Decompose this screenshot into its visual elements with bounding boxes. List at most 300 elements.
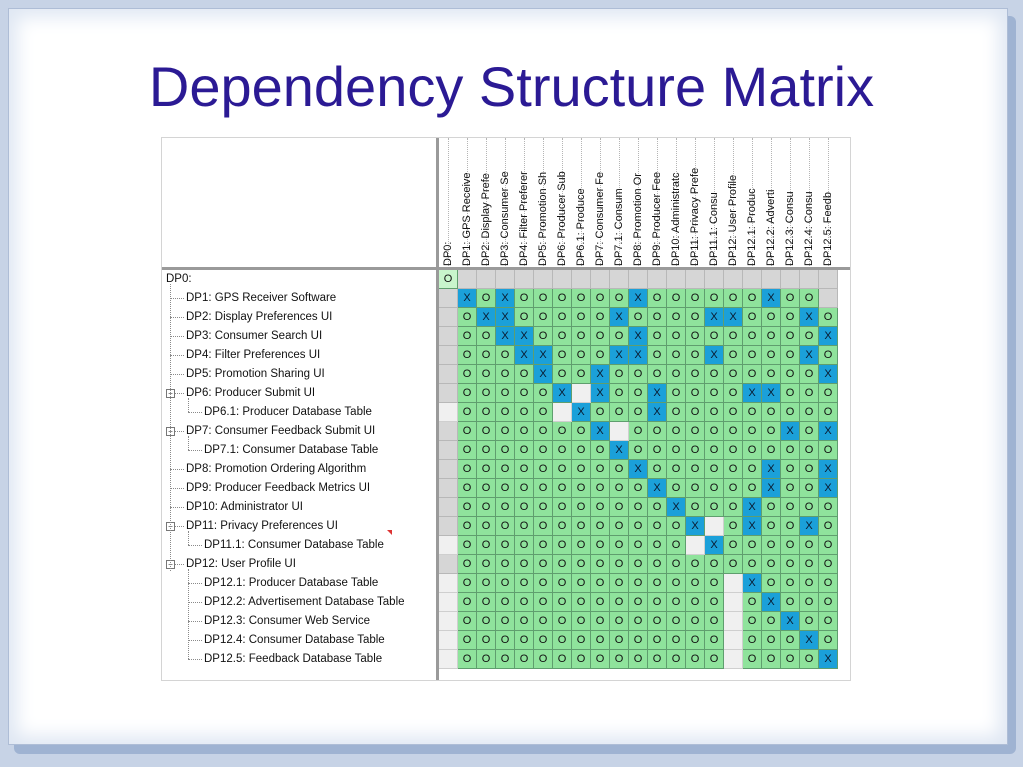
dsm-cell-o[interactable]: O — [477, 327, 496, 346]
dsm-cell-o[interactable]: O — [819, 441, 838, 460]
dsm-cell-o[interactable]: O — [591, 403, 610, 422]
dsm-cell-o[interactable]: O — [705, 650, 724, 669]
dsm-cell-o[interactable]: O — [819, 631, 838, 650]
dsm-cell-o[interactable]: O — [686, 403, 705, 422]
row-label[interactable]: DP5: Promotion Sharing UI — [186, 368, 325, 380]
dsm-cell-o[interactable]: O — [667, 422, 686, 441]
dsm-cell-o[interactable]: O — [553, 593, 572, 612]
dsm-cell-o[interactable]: O — [629, 650, 648, 669]
dsm-cell-o[interactable]: O — [781, 308, 800, 327]
column-header[interactable]: DP12.1: Produc — [746, 188, 758, 266]
dsm-cell-o[interactable]: O — [648, 555, 667, 574]
dsm-cell-o[interactable]: O — [534, 555, 553, 574]
dsm-cell-o[interactable]: O — [572, 460, 591, 479]
dsm-cell-o[interactable]: O — [534, 460, 553, 479]
dsm-cell-o[interactable]: O — [629, 612, 648, 631]
dsm-cell-o[interactable]: O — [819, 536, 838, 555]
row-label[interactable]: DP0: — [166, 273, 192, 285]
dsm-cell-o[interactable]: O — [686, 327, 705, 346]
dsm-cell-o[interactable]: O — [572, 612, 591, 631]
dsm-cell-o[interactable]: O — [762, 365, 781, 384]
dsm-cell-empty[interactable] — [610, 270, 629, 289]
dsm-cell-o[interactable]: O — [496, 631, 515, 650]
dsm-cell-o[interactable]: O — [534, 441, 553, 460]
dsm-cell-o[interactable]: O — [686, 574, 705, 593]
dsm-cell-o[interactable]: O — [686, 460, 705, 479]
dsm-cell-o[interactable]: O — [648, 289, 667, 308]
dsm-cell-empty[interactable] — [762, 270, 781, 289]
dsm-cell-o[interactable]: O — [515, 650, 534, 669]
dsm-cell-empty[interactable] — [819, 289, 838, 308]
dsm-cell-o[interactable]: O — [629, 517, 648, 536]
dsm-cell-o[interactable]: O — [515, 593, 534, 612]
dsm-cell-empty[interactable] — [686, 270, 705, 289]
dsm-cell-x[interactable]: X — [534, 346, 553, 365]
dsm-cell-o[interactable]: O — [477, 536, 496, 555]
column-header[interactable]: DP2: Display Prefe — [480, 173, 492, 266]
dsm-cell-o[interactable]: O — [781, 631, 800, 650]
dsm-cell-empty[interactable] — [439, 327, 458, 346]
dsm-cell-o[interactable]: O — [686, 650, 705, 669]
dsm-cell-o[interactable]: O — [629, 384, 648, 403]
dsm-cell-o[interactable]: O — [629, 498, 648, 517]
dsm-cell-o[interactable]: O — [572, 289, 591, 308]
dsm-cell-o[interactable]: O — [591, 574, 610, 593]
dsm-cell-o[interactable]: O — [648, 308, 667, 327]
dsm-cell-empty[interactable] — [496, 270, 515, 289]
dsm-cell-o[interactable]: O — [477, 593, 496, 612]
dsm-cell-o[interactable]: O — [515, 631, 534, 650]
dsm-cell-empty[interactable] — [724, 574, 743, 593]
dsm-cell-o[interactable]: O — [705, 460, 724, 479]
dsm-cell-empty[interactable] — [591, 270, 610, 289]
dsm-cell-o[interactable]: O — [724, 346, 743, 365]
dsm-cell-empty[interactable] — [724, 650, 743, 669]
dsm-cell-o[interactable]: O — [667, 460, 686, 479]
dsm-cell-o[interactable]: O — [515, 289, 534, 308]
dsm-cell-x[interactable]: X — [686, 517, 705, 536]
row-label[interactable]: DP12: User Profile UI — [186, 558, 296, 570]
dsm-cell-o[interactable]: O — [496, 384, 515, 403]
dsm-cell-x[interactable]: X — [458, 289, 477, 308]
dsm-cell-o[interactable]: O — [705, 384, 724, 403]
dsm-cell-o[interactable]: O — [477, 574, 496, 593]
dsm-cell-o[interactable]: O — [591, 498, 610, 517]
dsm-cell-x[interactable]: X — [781, 422, 800, 441]
row-label[interactable]: DP12.3: Consumer Web Service — [204, 615, 370, 627]
dsm-cell-o[interactable]: O — [686, 441, 705, 460]
dsm-cell-o[interactable]: O — [629, 574, 648, 593]
dsm-cell-x[interactable]: X — [515, 327, 534, 346]
dsm-cell-o[interactable]: O — [629, 479, 648, 498]
row-label[interactable]: DP12.4: Consumer Database Table — [204, 634, 385, 646]
dsm-cell-o[interactable]: O — [629, 631, 648, 650]
dsm-cell-o[interactable]: O — [553, 441, 572, 460]
dsm-cell-o[interactable]: O — [515, 403, 534, 422]
dsm-cell-o[interactable]: O — [781, 327, 800, 346]
dsm-cell-o[interactable]: O — [686, 498, 705, 517]
dsm-cell-o[interactable]: O — [667, 517, 686, 536]
dsm-cell-o[interactable]: O — [667, 403, 686, 422]
dsm-cell-o[interactable]: O — [724, 536, 743, 555]
dsm-cell-o[interactable]: O — [534, 308, 553, 327]
dsm-cell-empty[interactable] — [439, 479, 458, 498]
dsm-cell-o[interactable]: O — [743, 593, 762, 612]
dsm-cell-o[interactable]: O — [762, 308, 781, 327]
dsm-cell-o[interactable]: O — [477, 460, 496, 479]
dsm-cell-o[interactable]: O — [724, 289, 743, 308]
dsm-cell-o[interactable]: O — [629, 422, 648, 441]
dsm-cell-x[interactable]: X — [496, 327, 515, 346]
dsm-cell-o[interactable]: O — [800, 365, 819, 384]
dsm-cell-o[interactable]: O — [496, 574, 515, 593]
dsm-cell-o[interactable]: O — [781, 479, 800, 498]
dsm-cell-o[interactable]: O — [819, 498, 838, 517]
dsm-cell-o[interactable]: O — [458, 308, 477, 327]
dsm-cell-empty[interactable] — [724, 612, 743, 631]
dsm-cell-o[interactable]: O — [515, 612, 534, 631]
dsm-cell-o[interactable]: O — [781, 460, 800, 479]
dsm-cell-o[interactable]: O — [762, 441, 781, 460]
dsm-cell-o[interactable]: O — [629, 536, 648, 555]
dsm-cell-o[interactable]: O — [819, 346, 838, 365]
dsm-cell-o[interactable]: O — [686, 555, 705, 574]
dsm-cell-o[interactable]: O — [458, 631, 477, 650]
dsm-cell-x[interactable]: X — [667, 498, 686, 517]
dsm-cell-o[interactable]: O — [496, 555, 515, 574]
dsm-cell-x[interactable]: X — [477, 308, 496, 327]
dsm-cell-o[interactable]: O — [705, 441, 724, 460]
dsm-cell-o[interactable]: O — [496, 441, 515, 460]
dsm-cell-o[interactable]: O — [800, 460, 819, 479]
dsm-cell-o[interactable]: O — [667, 612, 686, 631]
dsm-cell-o[interactable]: O — [610, 365, 629, 384]
dsm-cell-o[interactable]: O — [724, 460, 743, 479]
dsm-cell-o[interactable]: O — [610, 460, 629, 479]
dsm-cell-o[interactable]: O — [667, 650, 686, 669]
dsm-cell-o[interactable]: O — [553, 346, 572, 365]
dsm-cell-o[interactable]: O — [705, 403, 724, 422]
dsm-cell-x[interactable]: X — [781, 612, 800, 631]
dsm-cell-x[interactable]: X — [629, 289, 648, 308]
dsm-cell-empty[interactable] — [572, 384, 591, 403]
dsm-cell-empty[interactable] — [439, 650, 458, 669]
dsm-cell-o[interactable]: O — [724, 384, 743, 403]
dsm-cell-o[interactable]: O — [743, 441, 762, 460]
dsm-cell-o[interactable]: O — [534, 403, 553, 422]
dsm-cell-empty[interactable] — [439, 536, 458, 555]
dsm-cell-o[interactable]: O — [762, 517, 781, 536]
dsm-cell-o[interactable]: O — [819, 593, 838, 612]
dsm-cell-o[interactable]: O — [534, 479, 553, 498]
dsm-cell-x[interactable]: X — [610, 346, 629, 365]
dsm-cell-o[interactable]: O — [515, 384, 534, 403]
dsm-cell-o[interactable]: O — [800, 327, 819, 346]
dsm-cell-o[interactable]: O — [629, 403, 648, 422]
dsm-cell-o[interactable]: O — [591, 650, 610, 669]
dsm-cell-x[interactable]: X — [610, 308, 629, 327]
dsm-cell-empty[interactable] — [781, 270, 800, 289]
dsm-cell-o[interactable]: O — [458, 650, 477, 669]
row-label[interactable]: DP10: Administrator UI — [186, 501, 303, 513]
row-label[interactable]: DP7.1: Consumer Database Table — [204, 444, 379, 456]
dsm-cell-o[interactable]: O — [591, 593, 610, 612]
dsm-cell-o[interactable]: O — [572, 365, 591, 384]
dsm-cell-o[interactable]: O — [477, 403, 496, 422]
dsm-cell-o[interactable]: O — [762, 650, 781, 669]
dsm-cell-o[interactable]: O — [572, 593, 591, 612]
dsm-cell-empty[interactable] — [648, 270, 667, 289]
dsm-cell-o[interactable]: O — [800, 593, 819, 612]
column-header[interactable]: DP7: Consumer Fe — [594, 171, 606, 266]
dsm-cell-o[interactable]: O — [800, 612, 819, 631]
dsm-cell-o[interactable]: O — [572, 498, 591, 517]
dsm-cell-o[interactable]: O — [667, 346, 686, 365]
dsm-cell-o[interactable]: O — [591, 327, 610, 346]
dsm-cell-o[interactable]: O — [629, 593, 648, 612]
dsm-cell-o[interactable]: O — [686, 631, 705, 650]
dsm-cell-o[interactable]: O — [667, 308, 686, 327]
dsm-cell-o[interactable]: O — [534, 650, 553, 669]
dsm-cell-o[interactable]: O — [572, 536, 591, 555]
column-header[interactable]: DP5: Promotion Sh — [537, 171, 549, 266]
dsm-cell-o[interactable]: O — [762, 403, 781, 422]
dsm-cell-o[interactable]: O — [648, 631, 667, 650]
dsm-cell-o[interactable]: O — [800, 574, 819, 593]
dsm-cell-o[interactable]: O — [591, 289, 610, 308]
row-label[interactable]: DP2: Display Preferences UI — [186, 311, 333, 323]
dsm-cell-empty[interactable] — [553, 270, 572, 289]
dsm-cell-o[interactable]: O — [610, 650, 629, 669]
dsm-cell-o[interactable]: O — [439, 270, 458, 289]
collapse-toggle-icon[interactable]: − — [166, 427, 175, 436]
dsm-cell-x[interactable]: X — [743, 498, 762, 517]
dsm-cell-o[interactable]: O — [591, 460, 610, 479]
dsm-cell-o[interactable]: O — [781, 289, 800, 308]
column-header[interactable]: DP9: Producer Fee — [651, 171, 663, 266]
dsm-cell-o[interactable]: O — [648, 650, 667, 669]
dsm-cell-o[interactable]: O — [686, 384, 705, 403]
dsm-cell-x[interactable]: X — [762, 384, 781, 403]
row-label[interactable]: DP3: Consumer Search UI — [186, 330, 323, 342]
dsm-cell-empty[interactable] — [439, 555, 458, 574]
dsm-cell-o[interactable]: O — [553, 631, 572, 650]
dsm-cell-o[interactable]: O — [553, 574, 572, 593]
dsm-cell-o[interactable]: O — [743, 422, 762, 441]
dsm-cell-o[interactable]: O — [553, 612, 572, 631]
dsm-cell-o[interactable]: O — [800, 650, 819, 669]
dsm-cell-x[interactable]: X — [496, 308, 515, 327]
dsm-cell-o[interactable]: O — [724, 365, 743, 384]
dsm-cell-x[interactable]: X — [610, 441, 629, 460]
dsm-cell-o[interactable]: O — [515, 365, 534, 384]
dsm-cell-o[interactable]: O — [648, 593, 667, 612]
dsm-cell-o[interactable]: O — [572, 346, 591, 365]
dsm-cell-o[interactable]: O — [553, 650, 572, 669]
dsm-cell-x[interactable]: X — [800, 308, 819, 327]
dsm-cell-o[interactable]: O — [705, 593, 724, 612]
dsm-cell-o[interactable]: O — [610, 517, 629, 536]
column-header[interactable]: DP12.5: Feedb — [822, 192, 834, 266]
dsm-cell-o[interactable]: O — [458, 517, 477, 536]
dsm-cell-o[interactable]: O — [819, 403, 838, 422]
dsm-cell-o[interactable]: O — [591, 346, 610, 365]
dsm-cell-o[interactable]: O — [743, 365, 762, 384]
dsm-cell-o[interactable]: O — [477, 517, 496, 536]
dsm-cell-o[interactable]: O — [515, 422, 534, 441]
dsm-cell-o[interactable]: O — [686, 593, 705, 612]
dsm-cell-o[interactable]: O — [553, 327, 572, 346]
dsm-cell-o[interactable]: O — [515, 574, 534, 593]
dsm-cell-empty[interactable] — [686, 536, 705, 555]
dsm-cell-o[interactable]: O — [705, 479, 724, 498]
dsm-cell-o[interactable]: O — [515, 441, 534, 460]
dsm-cell-o[interactable]: O — [743, 650, 762, 669]
dsm-cell-x[interactable]: X — [819, 365, 838, 384]
dsm-cell-o[interactable]: O — [743, 327, 762, 346]
dsm-cell-o[interactable]: O — [591, 555, 610, 574]
dsm-cell-x[interactable]: X — [629, 460, 648, 479]
dsm-cell-empty[interactable] — [439, 498, 458, 517]
dsm-cell-o[interactable]: O — [458, 479, 477, 498]
dsm-cell-o[interactable]: O — [781, 346, 800, 365]
dsm-cell-o[interactable]: O — [515, 479, 534, 498]
dsm-cell-o[interactable]: O — [819, 612, 838, 631]
dsm-cell-o[interactable]: O — [458, 384, 477, 403]
dsm-cell-x[interactable]: X — [800, 346, 819, 365]
collapse-toggle-icon[interactable]: − — [166, 522, 175, 531]
dsm-cell-x[interactable]: X — [819, 650, 838, 669]
column-header[interactable]: DP0: — [442, 241, 454, 266]
dsm-cell-empty[interactable] — [439, 289, 458, 308]
row-label[interactable]: DP7: Consumer Feedback Submit UI — [186, 425, 376, 437]
dsm-cell-x[interactable]: X — [819, 479, 838, 498]
dsm-cell-o[interactable]: O — [591, 479, 610, 498]
dsm-cell-o[interactable]: O — [572, 555, 591, 574]
dsm-cell-o[interactable]: O — [496, 365, 515, 384]
dsm-cell-empty[interactable] — [572, 270, 591, 289]
dsm-cell-o[interactable]: O — [762, 555, 781, 574]
column-header[interactable]: DP6: Producer Sub — [556, 171, 568, 266]
dsm-cell-o[interactable]: O — [781, 593, 800, 612]
dsm-cell-o[interactable]: O — [724, 441, 743, 460]
dsm-cell-x[interactable]: X — [800, 517, 819, 536]
column-header[interactable]: DP4: Filter Preferer — [518, 171, 530, 266]
dsm-cell-o[interactable]: O — [610, 289, 629, 308]
dsm-cell-o[interactable]: O — [553, 460, 572, 479]
dsm-cell-o[interactable]: O — [819, 555, 838, 574]
dsm-cell-empty[interactable] — [705, 270, 724, 289]
dsm-cell-o[interactable]: O — [800, 441, 819, 460]
dsm-cell-o[interactable]: O — [458, 365, 477, 384]
dsm-cell-o[interactable]: O — [724, 422, 743, 441]
dsm-cell-o[interactable]: O — [781, 498, 800, 517]
dsm-cell-o[interactable]: O — [458, 422, 477, 441]
dsm-cell-o[interactable]: O — [705, 327, 724, 346]
dsm-cell-o[interactable]: O — [610, 536, 629, 555]
column-header[interactable]: DP12.3: Consu — [784, 191, 796, 266]
dsm-cell-empty[interactable] — [439, 441, 458, 460]
dsm-cell-o[interactable]: O — [724, 403, 743, 422]
dsm-cell-empty[interactable] — [800, 270, 819, 289]
dsm-cell-o[interactable]: O — [553, 517, 572, 536]
dsm-cell-o[interactable]: O — [477, 479, 496, 498]
dsm-cell-empty[interactable] — [743, 270, 762, 289]
dsm-cell-o[interactable]: O — [648, 612, 667, 631]
dsm-cell-empty[interactable] — [667, 270, 686, 289]
dsm-cell-o[interactable]: O — [743, 403, 762, 422]
dsm-cell-o[interactable]: O — [591, 441, 610, 460]
dsm-cell-o[interactable]: O — [667, 365, 686, 384]
collapse-toggle-icon[interactable]: − — [166, 389, 175, 398]
row-label[interactable]: DP6.1: Producer Database Table — [204, 406, 372, 418]
dsm-cell-o[interactable]: O — [496, 346, 515, 365]
dsm-cell-empty[interactable] — [705, 517, 724, 536]
dsm-cell-o[interactable]: O — [800, 479, 819, 498]
column-header[interactable]: DP12: User Profile — [727, 174, 739, 266]
dsm-cell-empty[interactable] — [724, 631, 743, 650]
dsm-cell-o[interactable]: O — [667, 555, 686, 574]
dsm-cell-o[interactable]: O — [515, 460, 534, 479]
column-header[interactable]: DP6.1: Produce — [575, 188, 587, 266]
dsm-cell-o[interactable]: O — [572, 441, 591, 460]
dsm-cell-o[interactable]: O — [781, 403, 800, 422]
dsm-cell-o[interactable]: O — [553, 289, 572, 308]
dsm-cell-o[interactable]: O — [496, 498, 515, 517]
dsm-cell-o[interactable]: O — [572, 517, 591, 536]
dsm-cell-o[interactable]: O — [781, 555, 800, 574]
dsm-cell-empty[interactable] — [724, 593, 743, 612]
dsm-cell-o[interactable]: O — [496, 479, 515, 498]
dsm-cell-o[interactable]: O — [648, 327, 667, 346]
dsm-cell-x[interactable]: X — [819, 422, 838, 441]
dsm-cell-o[interactable]: O — [534, 612, 553, 631]
dsm-cell-o[interactable]: O — [667, 289, 686, 308]
row-label[interactable]: DP12.1: Producer Database Table — [204, 577, 379, 589]
dsm-cell-o[interactable]: O — [553, 365, 572, 384]
dsm-cell-o[interactable]: O — [629, 308, 648, 327]
dsm-cell-o[interactable]: O — [572, 650, 591, 669]
dsm-cell-o[interactable]: O — [705, 555, 724, 574]
dsm-cell-x[interactable]: X — [629, 327, 648, 346]
dsm-cell-o[interactable]: O — [553, 536, 572, 555]
dsm-cell-x[interactable]: X — [800, 631, 819, 650]
dsm-cell-o[interactable]: O — [667, 327, 686, 346]
dsm-cell-empty[interactable] — [515, 270, 534, 289]
dsm-cell-o[interactable]: O — [705, 631, 724, 650]
dsm-cell-o[interactable]: O — [724, 555, 743, 574]
dsm-cell-o[interactable]: O — [534, 631, 553, 650]
dsm-cell-o[interactable]: O — [800, 536, 819, 555]
dsm-cell-o[interactable]: O — [534, 289, 553, 308]
dsm-cell-o[interactable]: O — [477, 650, 496, 669]
dsm-cell-x[interactable]: X — [648, 403, 667, 422]
dsm-cell-x[interactable]: X — [705, 308, 724, 327]
dsm-cell-o[interactable]: O — [572, 422, 591, 441]
dsm-cell-o[interactable]: O — [477, 555, 496, 574]
dsm-cell-o[interactable]: O — [591, 308, 610, 327]
dsm-cell-o[interactable]: O — [458, 555, 477, 574]
dsm-cell-o[interactable]: O — [743, 460, 762, 479]
dsm-cell-o[interactable]: O — [534, 536, 553, 555]
dsm-cell-o[interactable]: O — [667, 593, 686, 612]
dsm-cell-o[interactable]: O — [705, 612, 724, 631]
column-header[interactable]: DP3: Consumer Se — [499, 171, 511, 266]
dsm-cell-empty[interactable] — [439, 308, 458, 327]
column-header[interactable]: DP8: Promotion Or — [632, 173, 644, 266]
dsm-cell-empty[interactable] — [439, 384, 458, 403]
dsm-cell-o[interactable]: O — [477, 441, 496, 460]
